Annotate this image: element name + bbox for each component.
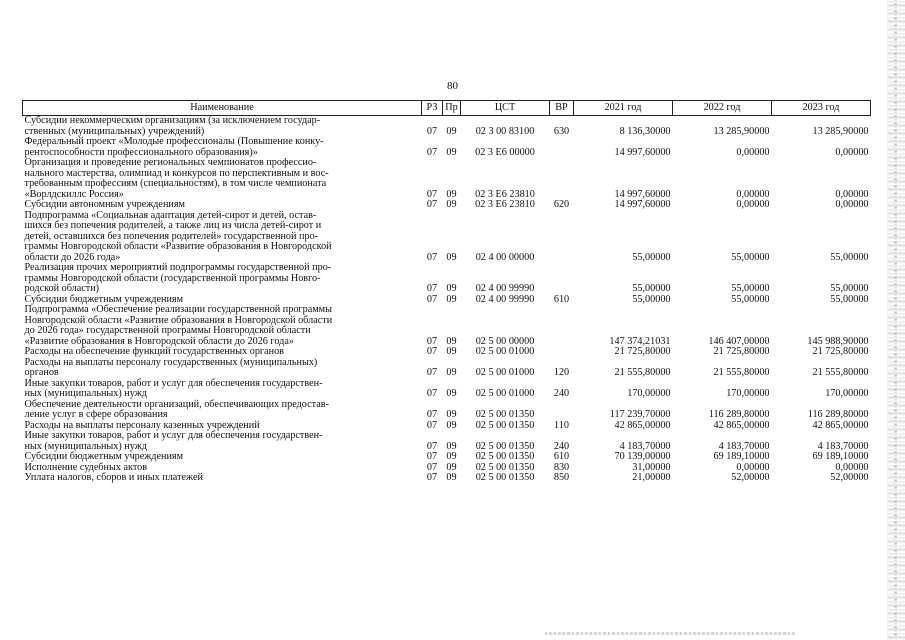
row-vr [550,400,574,421]
row-amount-2023: 55,00000 [830,251,869,263]
row-cst: 02 3 E6 23810 [475,188,535,200]
row-name: Уплата налогов, сборов и иных платежей [24,472,203,483]
row-vr [550,158,574,200]
table-row [23,431,871,452]
table-row [23,116,871,138]
row-amount-2021: 14 997,60000 [614,146,671,158]
row-amount-2023: 0,00000 [835,188,869,200]
table-row [23,358,871,379]
row-pr: 09 [446,440,457,452]
row-name: Субсидии некоммерческим организациям (за исключением государ- ственных (муниципальных) учреждений) [24,115,321,137]
row-pr: 09 [446,472,457,483]
row-amount-2022: 0,00000 [736,146,770,158]
row-cst: 02 3 E6 00000 [475,146,535,158]
row-amount-2021: 14 997,60000 [614,188,671,200]
row-rz: 07 [426,451,438,462]
row-cst: 02 5 00 01350 [475,409,535,420]
row-pr: 09 [446,388,457,399]
row-rz: 07 [426,125,438,137]
row-amount-2023: 55,00000 [830,283,869,294]
table-row [23,400,871,421]
row-amount-2022: 55,00000 [731,293,770,305]
row-cst: 02 4 00 99990 [475,283,535,294]
row-cst: 02 5 00 01350 [475,472,535,483]
row-rz: 07 [426,346,438,357]
row-name: Субсидии бюджетным учреждениям [24,293,184,305]
row-cst: 02 5 00 00000 [475,335,535,347]
row-amount-2021: 55,00000 [632,251,671,263]
row-amount-2021: 55,00000 [632,283,671,294]
table-row [23,305,871,347]
row-rz: 07 [426,199,438,210]
row-amount-2023: 145 988,90000 [807,335,869,347]
row-rz: 07 [426,472,438,483]
row-amount-2021: 70 139,00000 [614,451,671,462]
header-rz: РЗ [422,101,443,116]
row-vr: 610 [553,293,570,305]
row-rz: 07 [426,419,438,431]
table-row [23,347,871,358]
row-name: Подпрограмма «Социальная адаптация детей-сирот и детей, остав- шихся без попечения родителей, а также лиц из числа детей-сирот и детей, оставшихся без попечения родителей» государственной про- граммы Новгородской области «Развитие образования в Новгородской области до 2026 года» [24,209,332,263]
row-rz: 07 [426,146,438,158]
row-amount-2022: 42 865,00000 [713,419,770,431]
table-row [23,158,871,200]
row-amount-2023: 170,00000 [825,388,869,399]
row-amount-2023: 42 865,00000 [812,419,869,431]
row-name: Субсидии автономным учреждениям [24,199,185,210]
row-rz: 07 [426,251,438,263]
row-amount-2023: 0,00000 [835,461,869,473]
scan-bottom-artifact [545,632,795,635]
row-rz: 07 [426,293,438,305]
row-name: Обеспечение деятельности организаций, обеспечивающих предостав- ление услуг в сфере образования [24,398,329,420]
row-amount-2022: 69 189,10000 [713,451,770,462]
row-vr: 240 [553,440,570,452]
table-row [23,473,871,484]
row-cst: 02 3 E6 23810 [475,199,535,210]
row-amount-2021: 21 555,80000 [614,367,671,378]
row-pr: 09 [446,367,457,378]
row-name: Исполнение судебных актов [24,461,148,473]
row-name: Федеральный проект «Молодые профессионалы (Повышение конку- рентоспособности профессионального образования)» [24,136,324,158]
row-cst: 02 5 00 01350 [475,419,535,431]
row-amount-2022: 55,00000 [731,283,770,294]
header-2021: 2021 год [574,101,673,116]
scan-edge-artifact-inner [894,0,897,640]
row-amount-2022: 0,00000 [736,461,770,473]
row-cst: 02 5 00 01350 [475,461,535,473]
row-amount-2021: 55,00000 [632,293,671,305]
row-amount-2021: 170,00000 [627,388,671,399]
header-2023: 2023 год [772,101,871,116]
row-rz: 07 [426,388,438,399]
row-rz: 07 [426,283,438,294]
row-name: Подпрограмма «Обеспечение реализации государственной программы Новгородской области «Развитие образования в Новгородской области до 2026 года» государственной программы Новгородской области «Развитие образования в Новгородской области до 2026 года» [24,304,333,347]
row-amount-2021: 147 374,21031 [609,335,671,347]
row-cst: 02 5 00 01000 [475,388,535,399]
row-amount-2023: 0,00000 [835,199,869,210]
row-vr [550,137,574,158]
row-cst: 02 4 00 00000 [475,251,535,263]
header-pr: Пр [443,101,461,116]
row-rz: 07 [426,367,438,378]
row-cst: 02 4 00 99990 [475,293,535,305]
row-pr: 09 [446,188,457,200]
row-amount-2022: 146 407,00000 [708,335,770,347]
header-name: Наименование [23,101,422,116]
row-rz: 07 [426,188,438,200]
table-row [23,379,871,400]
row-name: Реализация прочих мероприятий подпрограммы государственной про- граммы Новгородской области (государственной программы Новго- родской области) [24,262,332,294]
row-vr [550,263,574,295]
row-pr: 09 [446,451,457,462]
budget-table [22,100,871,484]
row-amount-2023: 55,00000 [830,293,869,305]
row-amount-2023: 69 189,10000 [812,451,869,462]
row-name: Расходы на выплаты персоналу государственных (муниципальных) органов [24,356,318,378]
row-rz: 07 [426,409,438,420]
table-row [23,263,871,295]
row-amount-2022: 4 183,70000 [718,440,770,452]
row-pr: 09 [446,251,457,263]
row-amount-2021: 31,00000 [632,461,671,473]
row-amount-2023: 21 725,80000 [812,346,869,357]
table-row [23,452,871,463]
row-amount-2022: 55,00000 [731,251,770,263]
row-pr: 09 [446,293,457,305]
row-pr: 09 [446,199,457,210]
header-cst: ЦСТ [461,101,550,116]
row-amount-2021: 21 725,80000 [614,346,671,357]
row-cst: 02 5 00 01350 [475,440,535,452]
row-amount-2023: 4 183,70000 [817,440,869,452]
row-amount-2023: 0,00000 [835,146,869,158]
row-vr: 830 [553,461,570,473]
row-name: Субсидии бюджетным учреждениям [24,451,184,462]
row-vr: 110 [554,419,569,431]
row-name: Иные закупки товаров, работ и услуг для обеспечения государствен- ных (муниципальных) нужд [24,377,323,399]
row-vr [550,305,574,347]
row-rz: 07 [426,335,438,347]
row-pr: 09 [446,146,457,158]
row-cst: 02 3 00 83100 [475,125,535,137]
row-amount-2022: 116 289,80000 [708,409,770,420]
row-vr [550,211,574,264]
row-cst: 02 5 00 01000 [475,367,535,378]
table-row [23,211,871,264]
row-amount-2023: 52,00000 [830,472,869,483]
row-name: Расходы на выплаты персоналу казенных учреждений [24,419,260,431]
row-vr: 240 [553,388,570,399]
row-amount-2022: 21 555,80000 [713,367,770,378]
row-amount-2023: 21 555,80000 [812,367,869,378]
header-vr: ВР [550,101,574,116]
row-amount-2023: 116 289,80000 [807,409,869,420]
row-vr: 120 [553,367,570,378]
row-rz: 07 [426,461,438,473]
row-amount-2022: 52,00000 [731,472,770,483]
header-2022: 2022 год [673,101,772,116]
row-amount-2021: 14 997,60000 [614,199,671,210]
row-name: Иные закупки товаров, работ и услуг для обеспечения государствен- ных (муниципальных) нужд [24,430,323,452]
row-vr: 630 [553,125,570,137]
row-cst: 02 5 00 01350 [475,451,535,462]
row-amount-2023: 13 285,90000 [812,125,869,137]
page-number: 80 [447,80,458,92]
row-name: Организация и проведение региональных чемпионатов профессио- нального мастерства, олимпиад и конкурсов по перспективным и вос- требованным профессиям (специальностям), в том числе чемпионата «Ворлдскиллс Россия» [24,157,329,200]
row-vr: 610 [553,451,570,462]
row-name: Расходы на обеспечение функций государственных органов [24,346,284,357]
table-row [23,200,871,211]
row-amount-2022: 170,00000 [726,388,770,399]
row-pr: 09 [446,335,457,347]
row-amount-2021: 21,00000 [632,472,671,483]
row-amount-2022: 0,00000 [736,199,770,210]
row-vr: 620 [553,199,570,210]
table-row [23,137,871,158]
row-cst: 02 5 00 01000 [475,346,535,357]
row-amount-2021: 8 136,30000 [619,125,671,137]
row-amount-2021: 42 865,00000 [614,419,671,431]
row-amount-2022: 13 285,90000 [713,125,770,137]
row-amount-2022: 21 725,80000 [713,346,770,357]
row-amount-2022: 0,00000 [736,188,770,200]
row-vr: 850 [553,472,570,483]
row-pr: 09 [446,461,457,473]
row-pr: 09 [446,125,457,137]
row-rz: 07 [426,440,438,452]
row-vr [550,347,574,358]
row-pr: 09 [446,419,457,431]
budget-table-container [22,100,870,484]
row-pr: 09 [446,409,457,420]
table-header-row [23,101,871,116]
row-amount-2021: 4 183,70000 [619,440,671,452]
row-pr: 09 [446,346,457,357]
row-amount-2021: 117 239,70000 [609,409,671,420]
row-pr: 09 [446,283,457,294]
